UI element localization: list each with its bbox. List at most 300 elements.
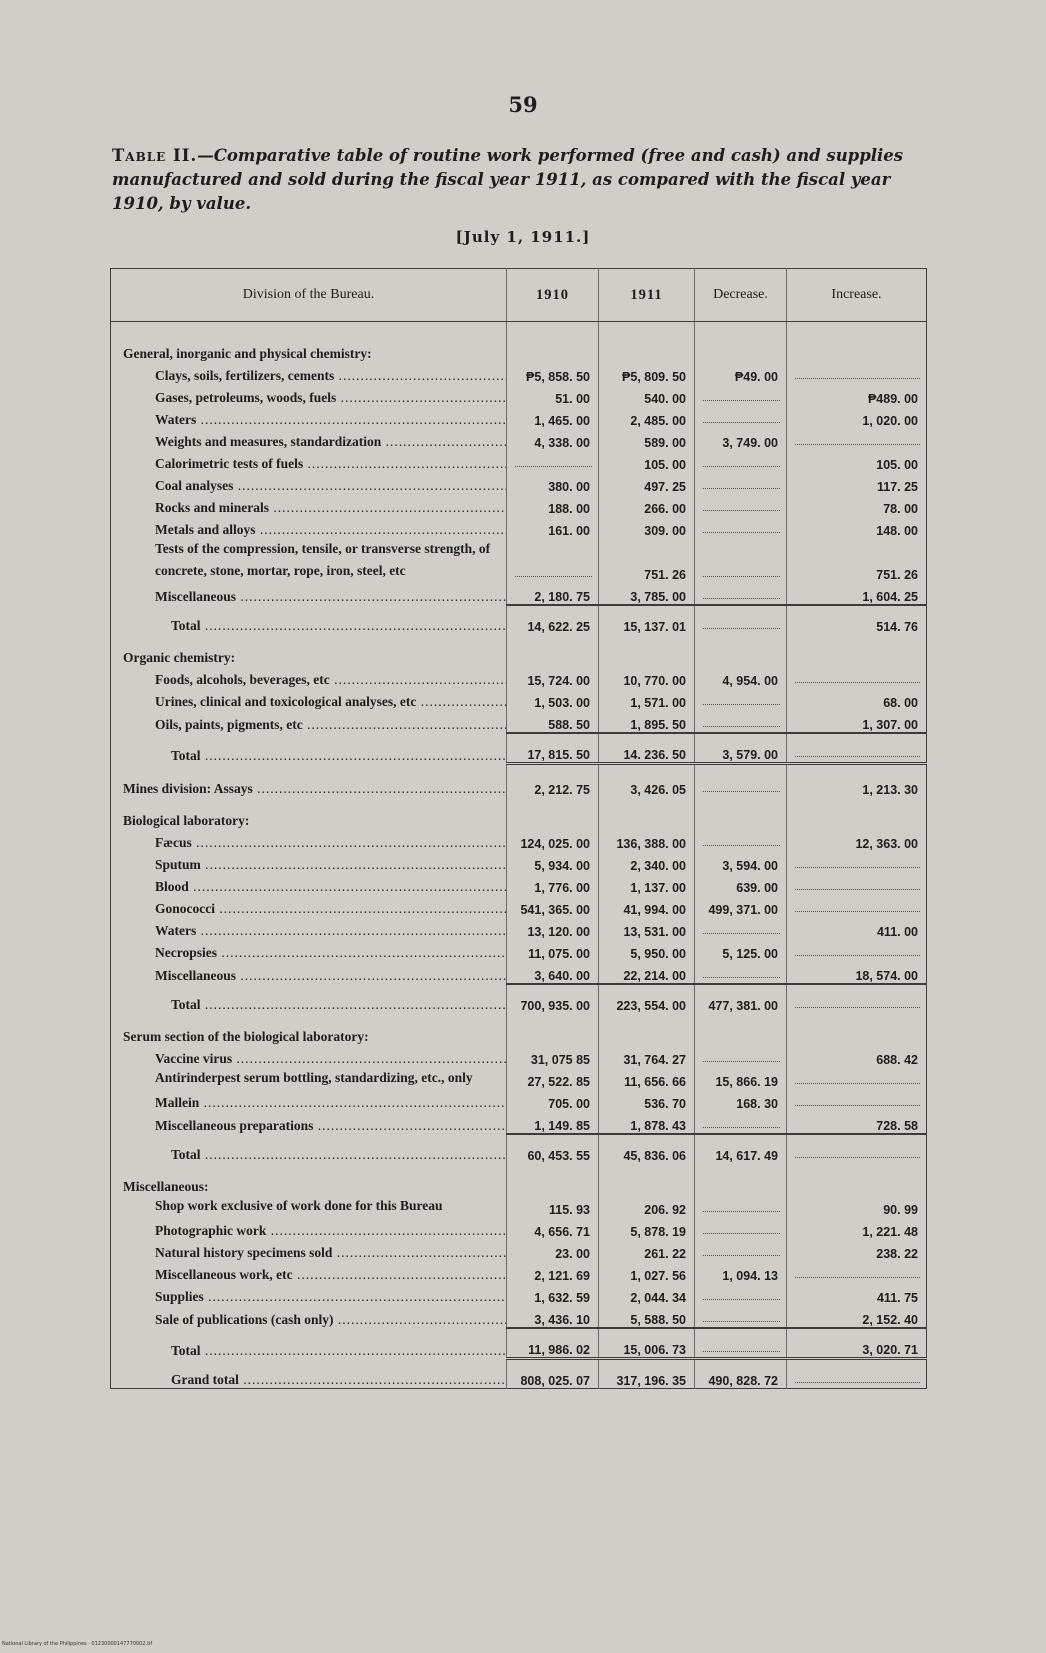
value-1910: 705. 00 <box>507 1089 599 1111</box>
value-decrease: 4, 954. 00 <box>695 666 787 688</box>
comparative-table <box>110 268 927 1389</box>
value-1911: 1, 137. 00 <box>599 873 695 895</box>
row-label <box>111 666 507 688</box>
value-increase <box>787 984 927 1013</box>
value-increase <box>787 428 927 450</box>
value-decrease: 3, 579. 00 <box>695 733 787 764</box>
value-decrease: 168. 30 <box>695 1089 787 1111</box>
value-decrease <box>695 1111 787 1134</box>
value-decrease <box>695 1045 787 1067</box>
row-label <box>111 764 507 798</box>
row-label-text: Photographic work ..... <box>155 1223 507 1239</box>
value-decrease: 639. 00 <box>695 873 787 895</box>
row-label <box>111 797 507 829</box>
table-caption <box>112 144 932 216</box>
row-label <box>111 733 507 764</box>
row-label <box>111 688 507 710</box>
value-increase <box>787 1013 927 1045</box>
value-increase: 411. 75 <box>787 1283 927 1305</box>
table-row <box>111 1045 927 1067</box>
value-1911 <box>599 322 695 363</box>
total-row <box>111 1359 927 1389</box>
header-increase: Increase. <box>787 269 927 322</box>
table-row <box>111 582 927 605</box>
row-label-text: Organic chemistry: <box>123 650 236 665</box>
row-label <box>111 1283 507 1305</box>
value-increase <box>787 1261 927 1283</box>
value-increase <box>787 1359 927 1389</box>
value-1911: 266. 00 <box>599 494 695 516</box>
row-label <box>111 1111 507 1134</box>
value-1911: 15, 137. 01 <box>599 605 695 634</box>
value-decrease <box>695 1217 787 1239</box>
row-label <box>111 450 507 472</box>
value-1910: 17, 815. 50 <box>507 733 599 764</box>
value-1910 <box>507 1013 599 1045</box>
row-label <box>111 710 507 733</box>
value-decrease: 14, 617. 49 <box>695 1134 787 1163</box>
table-row <box>111 873 927 895</box>
value-1911: 15, 006. 73 <box>599 1328 695 1359</box>
value-1911: 22, 214. 00 <box>599 961 695 984</box>
value-decrease <box>695 797 787 829</box>
value-increase <box>787 873 927 895</box>
row-label <box>111 605 507 634</box>
value-1910: 15, 724. 00 <box>507 666 599 688</box>
value-1911 <box>599 797 695 829</box>
row-label-text: Total ..... <box>171 1147 507 1163</box>
scan-footer: National Library of the Philippines · 01230000147770002.tif <box>2 1641 153 1647</box>
header-1911: 1911 <box>599 269 695 322</box>
row-label <box>111 538 507 582</box>
value-increase: 90. 99 <box>787 1195 927 1217</box>
value-1910: 700, 935. 00 <box>507 984 599 1013</box>
value-decrease: 490, 828. 72 <box>695 1359 787 1389</box>
row-label <box>111 984 507 1013</box>
value-1910: 115. 93 <box>507 1195 599 1217</box>
value-decrease <box>695 1195 787 1217</box>
total-row <box>111 733 927 764</box>
value-1910: 2, 121. 69 <box>507 1261 599 1283</box>
section-row <box>111 634 927 666</box>
value-1911: 540. 00 <box>599 384 695 406</box>
row-label-text: Biological laboratory: <box>123 813 250 828</box>
row-label-text: Shop work exclusive of work done for this Bureau <box>155 1198 443 1213</box>
row-label <box>111 1305 507 1328</box>
value-decrease <box>695 605 787 634</box>
value-1911: 497. 25 <box>599 472 695 494</box>
table-row <box>111 1195 927 1217</box>
row-label-text: Urines, clinical and toxicological analyses, etc ..... <box>155 694 507 710</box>
row-label-text: Antirinderpest serum bottling, standardizing, etc., only <box>155 1070 473 1085</box>
value-increase: 148. 00 <box>787 516 927 538</box>
row-label <box>111 829 507 851</box>
value-decrease <box>695 582 787 605</box>
value-1910 <box>507 322 599 363</box>
table-row <box>111 428 927 450</box>
table-row <box>111 450 927 472</box>
row-label-text: Waters ..... <box>155 412 507 428</box>
value-1911: 105. 00 <box>599 450 695 472</box>
value-1910: 1, 465. 00 <box>507 406 599 428</box>
row-label <box>111 1163 507 1195</box>
value-increase: 68. 00 <box>787 688 927 710</box>
value-increase: 3, 020. 71 <box>787 1328 927 1359</box>
value-decrease <box>695 710 787 733</box>
row-label <box>111 1195 507 1217</box>
row-label-text: Sale of publications (cash only) ..... <box>155 1312 507 1328</box>
value-increase: 1, 307. 00 <box>787 710 927 733</box>
value-1911: 206. 92 <box>599 1195 695 1217</box>
value-decrease <box>695 634 787 666</box>
row-label <box>111 1239 507 1261</box>
value-decrease <box>695 384 787 406</box>
row-label <box>111 1134 507 1163</box>
value-1911: 1, 895. 50 <box>599 710 695 733</box>
table-row <box>111 538 927 582</box>
header-1910: 1910 <box>507 269 599 322</box>
row-label-text: Coal analyses ..... <box>155 478 507 494</box>
value-decrease <box>695 1305 787 1328</box>
row-label-text: Miscellaneous ..... <box>155 968 507 984</box>
value-decrease <box>695 472 787 494</box>
table-row <box>111 1239 927 1261</box>
value-decrease: 3, 594. 00 <box>695 851 787 873</box>
table-row <box>111 1217 927 1239</box>
value-1911: 223, 554. 00 <box>599 984 695 1013</box>
header-division: Division of the Bureau. <box>111 269 507 322</box>
value-1911: 1, 571. 00 <box>599 688 695 710</box>
value-increase: 78. 00 <box>787 494 927 516</box>
row-label-text: Necropsies ..... <box>155 945 507 961</box>
value-decrease: 499, 371. 00 <box>695 895 787 917</box>
section-row <box>111 1163 927 1195</box>
value-increase: 688. 42 <box>787 1045 927 1067</box>
row-label-text: Tests of the compression, tensile, or transverse strength, of concrete, stone, mortar, rope, iron, steel, etc <box>155 541 491 578</box>
value-decrease <box>695 450 787 472</box>
value-increase <box>787 362 927 384</box>
value-decrease: 3, 749. 00 <box>695 428 787 450</box>
row-label <box>111 1261 507 1283</box>
value-1910: 31, 075 85 <box>507 1045 599 1067</box>
value-increase <box>787 1134 927 1163</box>
value-1910 <box>507 797 599 829</box>
value-1910 <box>507 634 599 666</box>
value-1910: 1, 776. 00 <box>507 873 599 895</box>
row-label-text: Metals and alloys ..... <box>155 522 507 538</box>
value-1911: 317, 196. 35 <box>599 1359 695 1389</box>
value-decrease <box>695 688 787 710</box>
value-1911: 11, 656. 66 <box>599 1067 695 1089</box>
row-label-text: Fæcus ..... <box>155 835 507 851</box>
row-label-text: Vaccine virus ..... <box>155 1051 507 1067</box>
row-label <box>111 1328 507 1359</box>
row-label <box>111 494 507 516</box>
table-row <box>111 829 927 851</box>
value-increase <box>787 895 927 917</box>
page-number: 59 <box>508 92 538 117</box>
value-decrease <box>695 494 787 516</box>
value-increase <box>787 1089 927 1111</box>
value-1910: 3, 640. 00 <box>507 961 599 984</box>
value-increase: 105. 00 <box>787 450 927 472</box>
row-label <box>111 917 507 939</box>
value-increase: 1, 020. 00 <box>787 406 927 428</box>
value-1911: 14. 236. 50 <box>599 733 695 764</box>
value-1911: 13, 531. 00 <box>599 917 695 939</box>
value-1910: 4, 656. 71 <box>507 1217 599 1239</box>
row-label-text: Sputum ..... <box>155 857 507 873</box>
row-label-text: Miscellaneous work, etc ..... <box>155 1267 507 1283</box>
row-label-text: Calorimetric tests of fuels ..... <box>155 456 507 472</box>
table-row <box>111 1111 927 1134</box>
row-label-text: Serum section of the biological laboratory: <box>123 1029 369 1044</box>
row-label <box>111 322 507 363</box>
value-1910: 1, 632. 59 <box>507 1283 599 1305</box>
value-decrease: 477, 381. 00 <box>695 984 787 1013</box>
value-1910: 2, 212. 75 <box>507 764 599 798</box>
row-label-text: Total ..... <box>171 748 507 764</box>
row-label-text: Foods, alcohols, beverages, etc ..... <box>155 672 507 688</box>
value-increase <box>787 666 927 688</box>
table-row <box>111 1261 927 1283</box>
table-row <box>111 1305 927 1328</box>
row-label-text: Rocks and minerals ..... <box>155 500 507 516</box>
value-1910: 51. 00 <box>507 384 599 406</box>
row-label <box>111 634 507 666</box>
value-increase: 117. 25 <box>787 472 927 494</box>
section-row <box>111 322 927 363</box>
value-1911: 41, 994. 00 <box>599 895 695 917</box>
row-label-text: Blood ..... <box>155 879 507 895</box>
value-1910: 188. 00 <box>507 494 599 516</box>
value-1911: 5, 950. 00 <box>599 939 695 961</box>
table-body <box>111 322 927 1389</box>
value-1910: 13, 120. 00 <box>507 917 599 939</box>
value-1910: 11, 986. 02 <box>507 1328 599 1359</box>
row-label <box>111 851 507 873</box>
table-row <box>111 1283 927 1305</box>
table-row <box>111 939 927 961</box>
row-label <box>111 516 507 538</box>
value-decrease: 5, 125. 00 <box>695 939 787 961</box>
row-label <box>111 428 507 450</box>
value-decrease <box>695 1013 787 1045</box>
value-decrease: 1, 094. 13 <box>695 1261 787 1283</box>
table-row <box>111 362 927 384</box>
value-1911: 2, 044. 34 <box>599 1283 695 1305</box>
value-1910 <box>507 450 599 472</box>
value-1911: 1, 878. 43 <box>599 1111 695 1134</box>
row-label <box>111 895 507 917</box>
table-row <box>111 710 927 733</box>
value-1910: 3, 436. 10 <box>507 1305 599 1328</box>
section-row <box>111 797 927 829</box>
value-decrease <box>695 829 787 851</box>
row-label-text: Gases, petroleums, woods, fuels ..... <box>155 390 507 406</box>
row-label-text: Clays, soils, fertilizers, cements ..... <box>155 368 507 384</box>
value-1910: 11, 075. 00 <box>507 939 599 961</box>
total-row <box>111 1328 927 1359</box>
value-decrease <box>695 764 787 798</box>
row-label-text: General, inorganic and physical chemistry: <box>123 346 372 361</box>
row-label <box>111 384 507 406</box>
table-row <box>111 851 927 873</box>
table-row <box>111 961 927 984</box>
value-1911: 3, 785. 00 <box>599 582 695 605</box>
row-label <box>111 472 507 494</box>
table-row <box>111 666 927 688</box>
value-1910: 124, 025. 00 <box>507 829 599 851</box>
section-row <box>111 1013 927 1045</box>
row-label-text: Total ..... <box>171 1343 507 1359</box>
value-decrease <box>695 1328 787 1359</box>
value-increase: 514. 76 <box>787 605 927 634</box>
value-1911: 1, 027. 56 <box>599 1261 695 1283</box>
row-label <box>111 1359 507 1389</box>
row-label-text: Total ..... <box>171 618 507 634</box>
value-1911: 5, 878. 19 <box>599 1217 695 1239</box>
row-label-text: Weights and measures, standardization ..... <box>155 434 507 450</box>
value-1910: 4, 338. 00 <box>507 428 599 450</box>
value-1910: 2, 180. 75 <box>507 582 599 605</box>
row-label-text: Natural history specimens sold ..... <box>155 1245 507 1261</box>
table-row <box>111 1089 927 1111</box>
row-label-text: Waters ..... <box>155 923 507 939</box>
value-increase: 411. 00 <box>787 917 927 939</box>
value-1911: 45, 836. 06 <box>599 1134 695 1163</box>
table-row <box>111 384 927 406</box>
header-decrease: Decrease. <box>695 269 787 322</box>
row-label <box>111 1045 507 1067</box>
value-1910: 1, 503. 00 <box>507 688 599 710</box>
value-decrease <box>695 322 787 363</box>
value-1910: 1, 149. 85 <box>507 1111 599 1134</box>
value-decrease <box>695 1283 787 1305</box>
value-1911: 136, 388. 00 <box>599 829 695 851</box>
value-1911 <box>599 1013 695 1045</box>
value-1911: 10, 770. 00 <box>599 666 695 688</box>
value-1911: 3, 426. 05 <box>599 764 695 798</box>
value-increase: 12, 363. 00 <box>787 829 927 851</box>
total-row <box>111 605 927 634</box>
table-row <box>111 516 927 538</box>
value-1911: 751. 26 <box>599 538 695 582</box>
row-label <box>111 1067 507 1089</box>
table-row <box>111 895 927 917</box>
value-1911: 536. 70 <box>599 1089 695 1111</box>
value-increase <box>787 1067 927 1089</box>
value-1911: 309. 00 <box>599 516 695 538</box>
value-increase: 238. 22 <box>787 1239 927 1261</box>
value-decrease <box>695 1163 787 1195</box>
value-1910: 14, 622. 25 <box>507 605 599 634</box>
value-increase <box>787 322 927 363</box>
value-increase: 2, 152. 40 <box>787 1305 927 1328</box>
row-label-text: Miscellaneous preparations ..... <box>155 1118 507 1134</box>
value-1910: ₱5, 858. 50 <box>507 362 599 384</box>
value-decrease <box>695 406 787 428</box>
table-label: Table II. <box>112 146 198 165</box>
table-row <box>111 472 927 494</box>
value-decrease: ₱49. 00 <box>695 362 787 384</box>
value-1910: 5, 934. 00 <box>507 851 599 873</box>
value-1910: 588. 50 <box>507 710 599 733</box>
value-decrease: 15, 866. 19 <box>695 1067 787 1089</box>
row-label-text: Miscellaneous: <box>123 1179 209 1194</box>
value-1911: 5, 588. 50 <box>599 1305 695 1328</box>
value-decrease <box>695 1239 787 1261</box>
value-decrease <box>695 917 787 939</box>
value-increase: 1, 221. 48 <box>787 1217 927 1239</box>
value-1911: ₱5, 809. 50 <box>599 362 695 384</box>
table-title: —Comparative table of routine work performed (free and cash) and supplies manufactured and sold during the fiscal year 1911, as compared with the fiscal year 1910, by value. <box>112 146 904 213</box>
table-row <box>111 917 927 939</box>
value-1910: 161. 00 <box>507 516 599 538</box>
value-decrease <box>695 516 787 538</box>
row-label <box>111 362 507 384</box>
value-increase <box>787 851 927 873</box>
table-row <box>111 1067 927 1089</box>
value-increase <box>787 634 927 666</box>
row-label <box>111 961 507 984</box>
row-label-text: Supplies ..... <box>155 1289 507 1305</box>
row-label-text: Mallein ..... <box>155 1095 507 1111</box>
value-1911 <box>599 634 695 666</box>
value-1910: 27, 522. 85 <box>507 1067 599 1089</box>
row-label-text: Mines division: Assays ..... <box>123 781 507 797</box>
value-1910: 380. 00 <box>507 472 599 494</box>
value-1911 <box>599 1163 695 1195</box>
row-label-text: Grand total ..... <box>171 1372 507 1388</box>
row-label <box>111 406 507 428</box>
table-row <box>111 688 927 710</box>
value-1910: 541, 365. 00 <box>507 895 599 917</box>
value-1911: 2, 485. 00 <box>599 406 695 428</box>
value-1911: 261. 22 <box>599 1239 695 1261</box>
table-row <box>111 494 927 516</box>
row-label <box>111 1013 507 1045</box>
value-increase: 18, 574. 00 <box>787 961 927 984</box>
value-decrease <box>695 961 787 984</box>
value-increase: 728. 58 <box>787 1111 927 1134</box>
value-increase: 1, 213. 30 <box>787 764 927 798</box>
row-label-text: Gonococci ..... <box>155 901 507 917</box>
table-row <box>111 764 927 798</box>
value-1911: 31, 764. 27 <box>599 1045 695 1067</box>
total-row <box>111 1134 927 1163</box>
value-decrease <box>695 538 787 582</box>
row-label <box>111 939 507 961</box>
value-1910 <box>507 538 599 582</box>
value-increase <box>787 733 927 764</box>
value-1910: 60, 453. 55 <box>507 1134 599 1163</box>
dateline: [July 1, 1911.] <box>455 228 591 246</box>
header-row <box>111 269 927 322</box>
value-1910: 23. 00 <box>507 1239 599 1261</box>
value-increase <box>787 1163 927 1195</box>
row-label-text: Oils, paints, pigments, etc ..... <box>155 717 507 733</box>
value-1911: 2, 340. 00 <box>599 851 695 873</box>
value-1911: 589. 00 <box>599 428 695 450</box>
row-label-text: Miscellaneous ..... <box>155 589 507 605</box>
value-1910: 808, 025. 07 <box>507 1359 599 1389</box>
value-increase <box>787 939 927 961</box>
row-label <box>111 873 507 895</box>
value-increase: 751. 26 <box>787 538 927 582</box>
value-increase: ₱489. 00 <box>787 384 927 406</box>
total-row <box>111 984 927 1013</box>
